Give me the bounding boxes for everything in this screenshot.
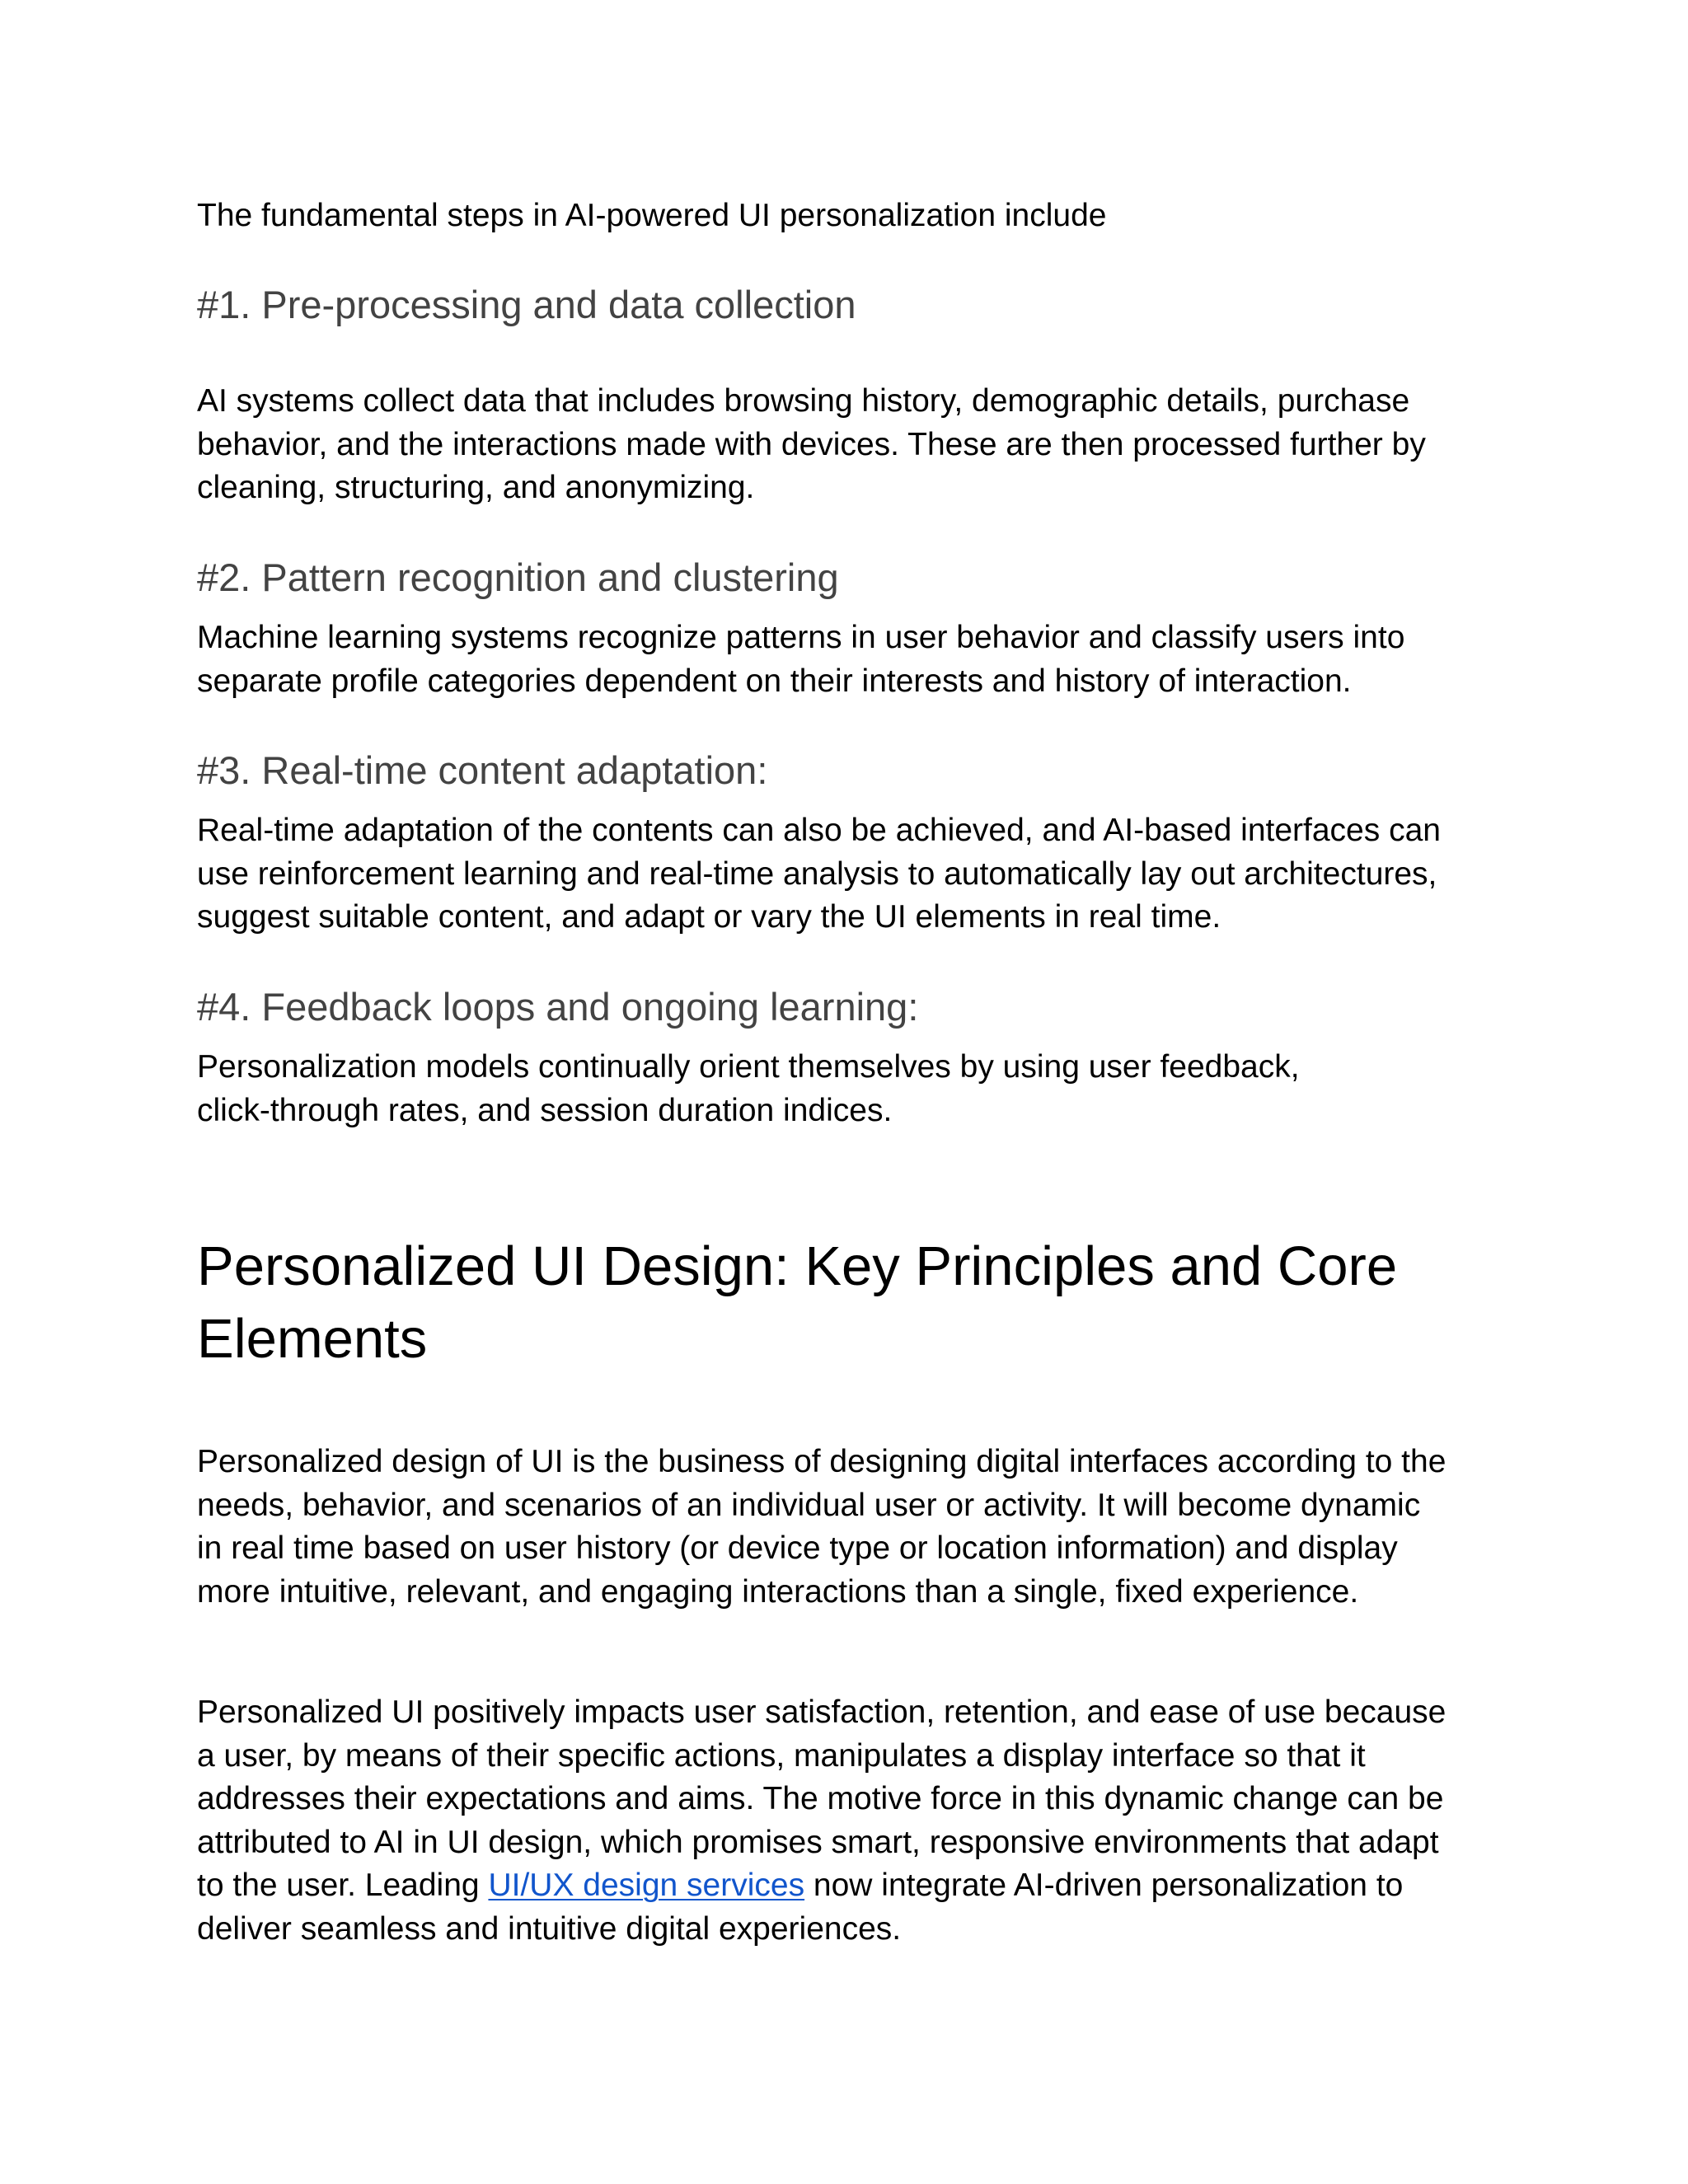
paragraph-line: deliver seamless and intuitive digital experiences.	[197, 1910, 902, 1947]
ui-ux-design-services-link[interactable]: UI/UX design services	[488, 1868, 805, 1903]
paragraph-line: Real-time adaptation of the contents can also be achieved, and AI-based interfaces can	[197, 813, 1441, 848]
section-title	[197, 1230, 1397, 1376]
step-3-paragraph	[197, 809, 1441, 940]
section-title-line: Elements	[197, 1308, 428, 1370]
step-4-heading: #4. Feedback loops and ongoing learning:	[197, 985, 919, 1029]
paragraph-line: click-through rates, and session duration indices.	[197, 1092, 893, 1128]
paragraph-line: addresses their expectations and aims. The motive force in this dynamic change can be	[197, 1781, 1444, 1816]
paragraph-line: use reinforcement learning and real-time analysis to automatically lay out architectures,	[197, 855, 1437, 892]
paragraph-line: Personalized design of UI is the business of designing digital interfaces according to the	[197, 1444, 1447, 1479]
section-paragraph-2	[197, 1691, 1446, 1951]
paragraph-line: AI systems collect data that includes browsing history, demographic details, purchase	[197, 383, 1410, 419]
paragraph-line: a user, by means of their specific actions, manipulates a display interface so that it	[197, 1737, 1366, 1774]
paragraph-line-with-link	[197, 1864, 1446, 1908]
paragraph-line: Personalized UI positively impacts user satisfaction, retention, and ease of use because	[197, 1694, 1447, 1730]
paragraph-line: separate profile categories dependent on their interests and history of interaction.	[197, 663, 1352, 699]
paragraph-line: in real time based on user history (or device type or location information) and display	[197, 1530, 1398, 1566]
step-1-heading: #1. Pre-processing and data collection	[197, 283, 856, 326]
intro-text: The fundamental steps in AI-powered UI personalization include	[197, 198, 1107, 233]
paragraph-line: attributed to AI in UI design, which promises smart, responsive environments that adapt	[197, 1824, 1439, 1860]
step-4-paragraph	[197, 1046, 1300, 1132]
step-1-paragraph	[197, 380, 1426, 510]
paragraph-line: needs, behavior, and scenarios of an individual user or activity. It will become dynamic	[197, 1487, 1421, 1523]
paragraph-line: behavior, and the interactions made with devices. These are then processed further by	[197, 426, 1426, 462]
paragraph-line: Personalization models continually orient themselves by using user feedback,	[197, 1049, 1300, 1085]
section-paragraph-1	[197, 1441, 1446, 1614]
paragraph-line: more intuitive, relevant, and engaging interactions than a single, fixed experience.	[197, 1573, 1359, 1610]
step-3-heading: #3. Real-time content adaptation:	[197, 748, 768, 792]
step-2-paragraph	[197, 616, 1404, 703]
paragraph-line: cleaning, structuring, and anonymizing.	[197, 470, 755, 505]
link-line-before: to the user. Leading	[197, 1868, 489, 1903]
link-line-after: now integrate AI-driven personalization to	[804, 1868, 1404, 1903]
paragraph-line: suggest suitable content, and adapt or vary the UI elements in real time.	[197, 899, 1221, 935]
section-title-line: Personalized UI Design: Key Principles and Core	[197, 1235, 1398, 1297]
step-2-heading: #2. Pattern recognition and clustering	[197, 555, 839, 599]
paragraph-line: Machine learning systems recognize patterns in user behavior and classify users into	[197, 620, 1405, 655]
